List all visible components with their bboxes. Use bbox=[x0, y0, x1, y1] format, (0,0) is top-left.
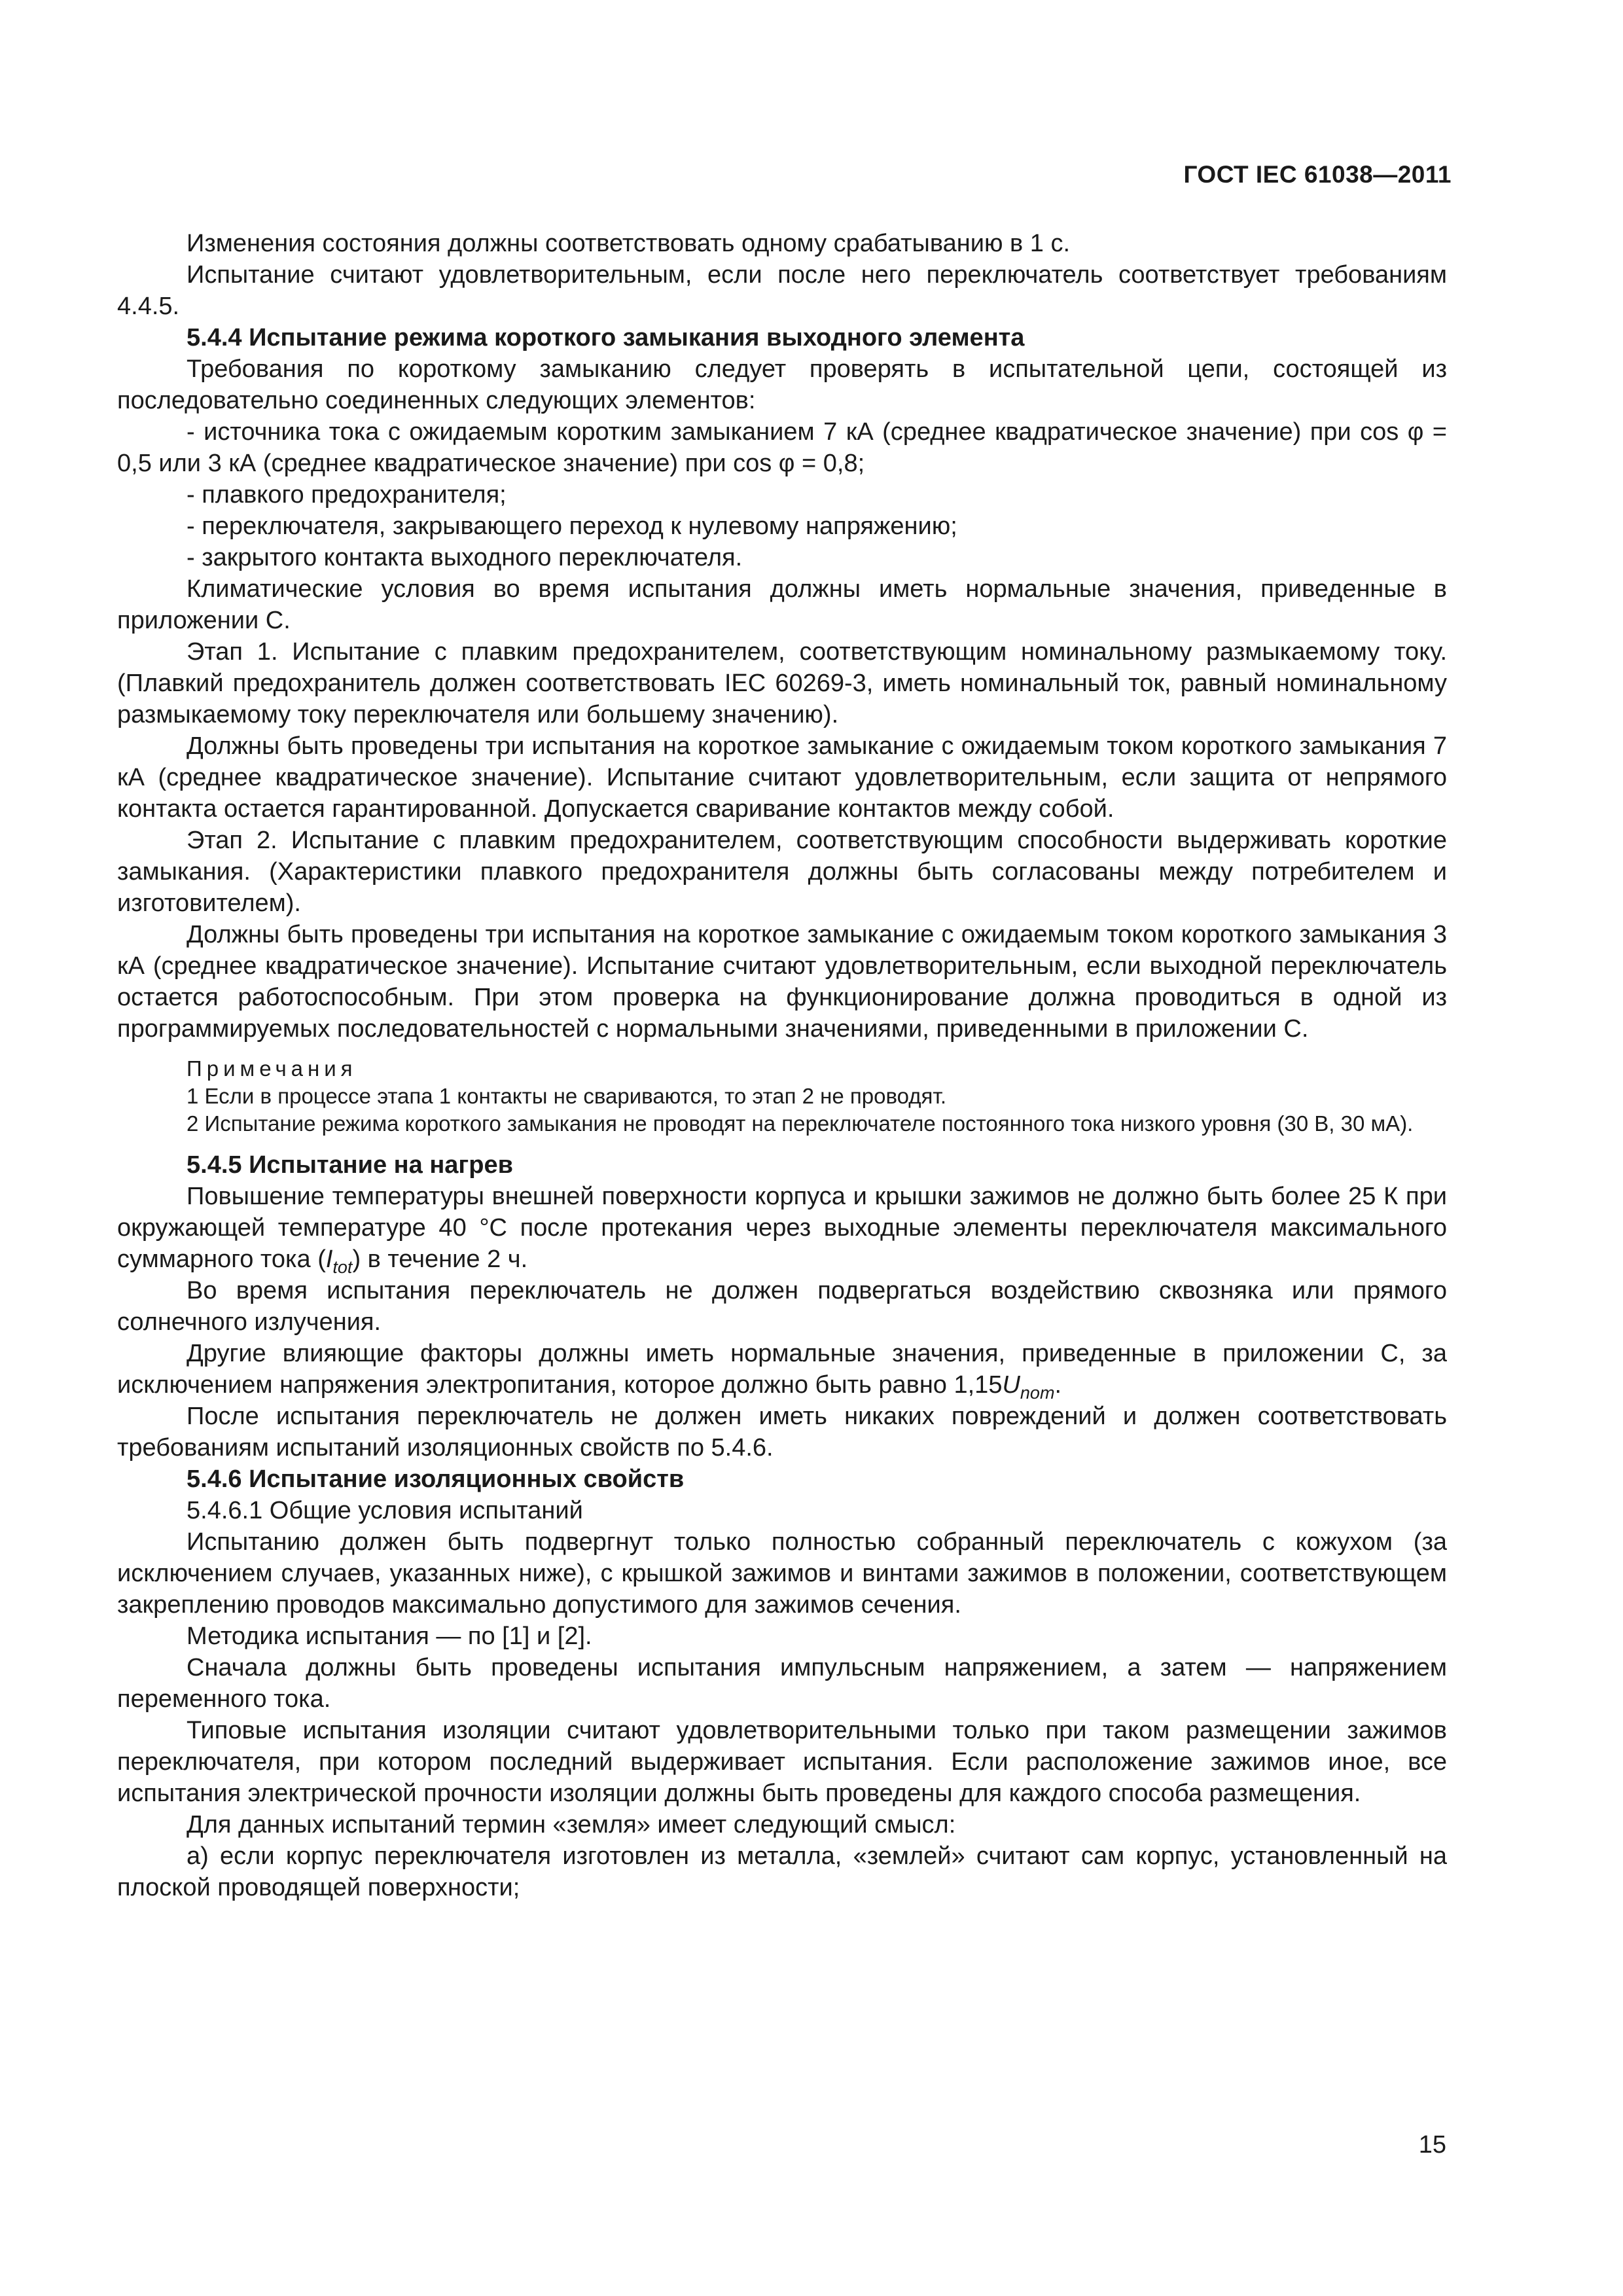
notes-title: Примечания bbox=[187, 1056, 357, 1081]
paragraph: а) если корпус переключателя изготовлен из металла, «землей» считают сам корпус, установленный на плоской проводящей поверхности; bbox=[117, 1842, 1447, 1901]
paragraph: Испытанию должен быть подвергнут только полностью собранный переключатель с кожухом (за исключением случаев, указанных ниже), с крышкой зажимов и винтами зажимов в положении, соответствующем закреплению проводов максимально допустимого для зажимов сечения. bbox=[117, 1528, 1447, 1619]
list-item: - закрытого контакта выходного переключателя. bbox=[187, 544, 743, 571]
paragraph: Должны быть проведены три испытания на короткое замыкание с ожидаемым током короткого замыкания 7 кА (среднее квадратическое значение). Испытание считают удовлетворительным, если защита от непрямого контакта остается гарантированной. Допускается сваривание контактов между собой. bbox=[117, 732, 1447, 823]
paragraph: Требования по короткому замыканию следует проверять в испытательной цепи, состоящей из последовательно соединенных следующих элементов: bbox=[117, 355, 1447, 414]
paragraph: Во время испытания переключатель не должен подвергаться воздействию сквозняка или прямого солнечного излучения. bbox=[117, 1277, 1447, 1336]
document-id-header: ГОСТ IEC 61038—2011 bbox=[1183, 161, 1452, 188]
note-item: 1 Если в процессе этапа 1 контакты не свариваются, то этап 2 не проводят. bbox=[187, 1084, 947, 1108]
text-run: ) в течение 2 ч. bbox=[352, 1246, 528, 1273]
list-item: - плавкого предохранителя; bbox=[187, 481, 507, 509]
paragraph: Сначала должны быть проведены испытания импульсным напряжением, а затем — напряжением переменного тока. bbox=[117, 1654, 1447, 1713]
paragraph bbox=[117, 1338, 1447, 1401]
paragraph: Типовые испытания изоляции считают удовлетворительными только при таком размещении зажимов переключателя, при котором последний выдерживает испытания. Если расположение зажимов иное, все испытания электрической прочности изоляции должны быть проведены для каждого способа размещения. bbox=[117, 1717, 1447, 1807]
subscript: nom bbox=[1020, 1383, 1055, 1403]
section-heading-5-4-4: 5.4.4 Испытание режима короткого замыкания выходного элемента bbox=[187, 324, 1025, 351]
paragraph: Испытание считают удовлетворительным, если после него переключатель соответствует требованиям 4.4.5. bbox=[117, 261, 1447, 320]
page-number: 15 bbox=[1418, 2131, 1446, 2159]
section-heading-5-4-5: 5.4.5 Испытание на нагрев bbox=[187, 1151, 513, 1179]
variable-symbol: I bbox=[325, 1246, 333, 1273]
paragraph: Изменения состояния должны соответствовать одному срабатыванию в 1 с. bbox=[187, 230, 1071, 257]
text-run: Другие влияющие факторы должны иметь нормальные значения, приведенные в приложении С, за исключением напряжения электропитания, которое должно быть равно 1,15 bbox=[117, 1340, 1447, 1399]
paragraph: Для данных испытаний термин «земля» имеет следующий смысл: bbox=[187, 1811, 956, 1839]
paragraph: Климатические условия во время испытания должны иметь нормальные значения, приведенные в приложении С. bbox=[117, 575, 1447, 634]
paragraph: Должны быть проведены три испытания на короткое замыкание с ожидаемым током короткого замыкания 3 кА (среднее квадратическое значение). Испытание считают удовлетворительным, если выходной переключатель остается работоспособным. При этом проверка на функционирование должна проводиться в одной из программируемых последовательностей с нормальными значениями, приведенными в приложении С. bbox=[117, 921, 1447, 1043]
list-item: - переключателя, закрывающего переход к нулевому напряжению; bbox=[187, 512, 957, 540]
text-run: Повышение температуры внешней поверхности корпуса и крышки зажимов не должно быть более 25 К при окружающей температуре 40 °С после протекания через выходные элементы переключателя максимального суммарного тока ( bbox=[117, 1183, 1447, 1273]
section-heading-5-4-6: 5.4.6 Испытание изоляционных свойств bbox=[187, 1465, 685, 1493]
list-item: - источника тока с ожидаемым коротким замыканием 7 кА (среднее квадратическое значение) при cos φ = 0,5 или 3 кА (среднее квадратическое значение) при cos φ = 0,8; bbox=[117, 418, 1447, 477]
subscript: tot bbox=[332, 1257, 353, 1277]
subsection-heading-5-4-6-1: 5.4.6.1 Общие условия испытаний bbox=[187, 1497, 583, 1524]
page-content bbox=[117, 228, 1447, 1903]
paragraph: Этап 1. Испытание с плавким предохранителем, соответствующим номинальному размыкаемому току. (Плавкий предохранитель должен соответствовать IEC 60269-3, иметь номинальный ток, равный номинальному размыкаемому току переключателя или большему значению). bbox=[117, 638, 1447, 728]
paragraph: После испытания переключатель не должен иметь никаких повреждений и должен соответствовать требованиям испытаний изоляционных свойств по 5.4.6. bbox=[117, 1403, 1447, 1462]
paragraph: Этап 2. Испытание с плавким предохранителем, соответствующим способности выдерживать короткие замыкания. (Характеристики плавкого предохранителя должны быть согласованы между потребителем и изготовителем). bbox=[117, 827, 1447, 917]
paragraph: Методика испытания — по [1] и [2]. bbox=[187, 1623, 592, 1650]
text-run: . bbox=[1054, 1371, 1061, 1399]
notes-block bbox=[117, 1055, 1447, 1138]
variable-symbol: U bbox=[1002, 1371, 1020, 1399]
paragraph bbox=[117, 1181, 1447, 1275]
note-item: 2 Испытание режима короткого замыкания не проводят на переключателе постоянного тока низкого уровня (30 В, 30 мА). bbox=[187, 1111, 1414, 1136]
